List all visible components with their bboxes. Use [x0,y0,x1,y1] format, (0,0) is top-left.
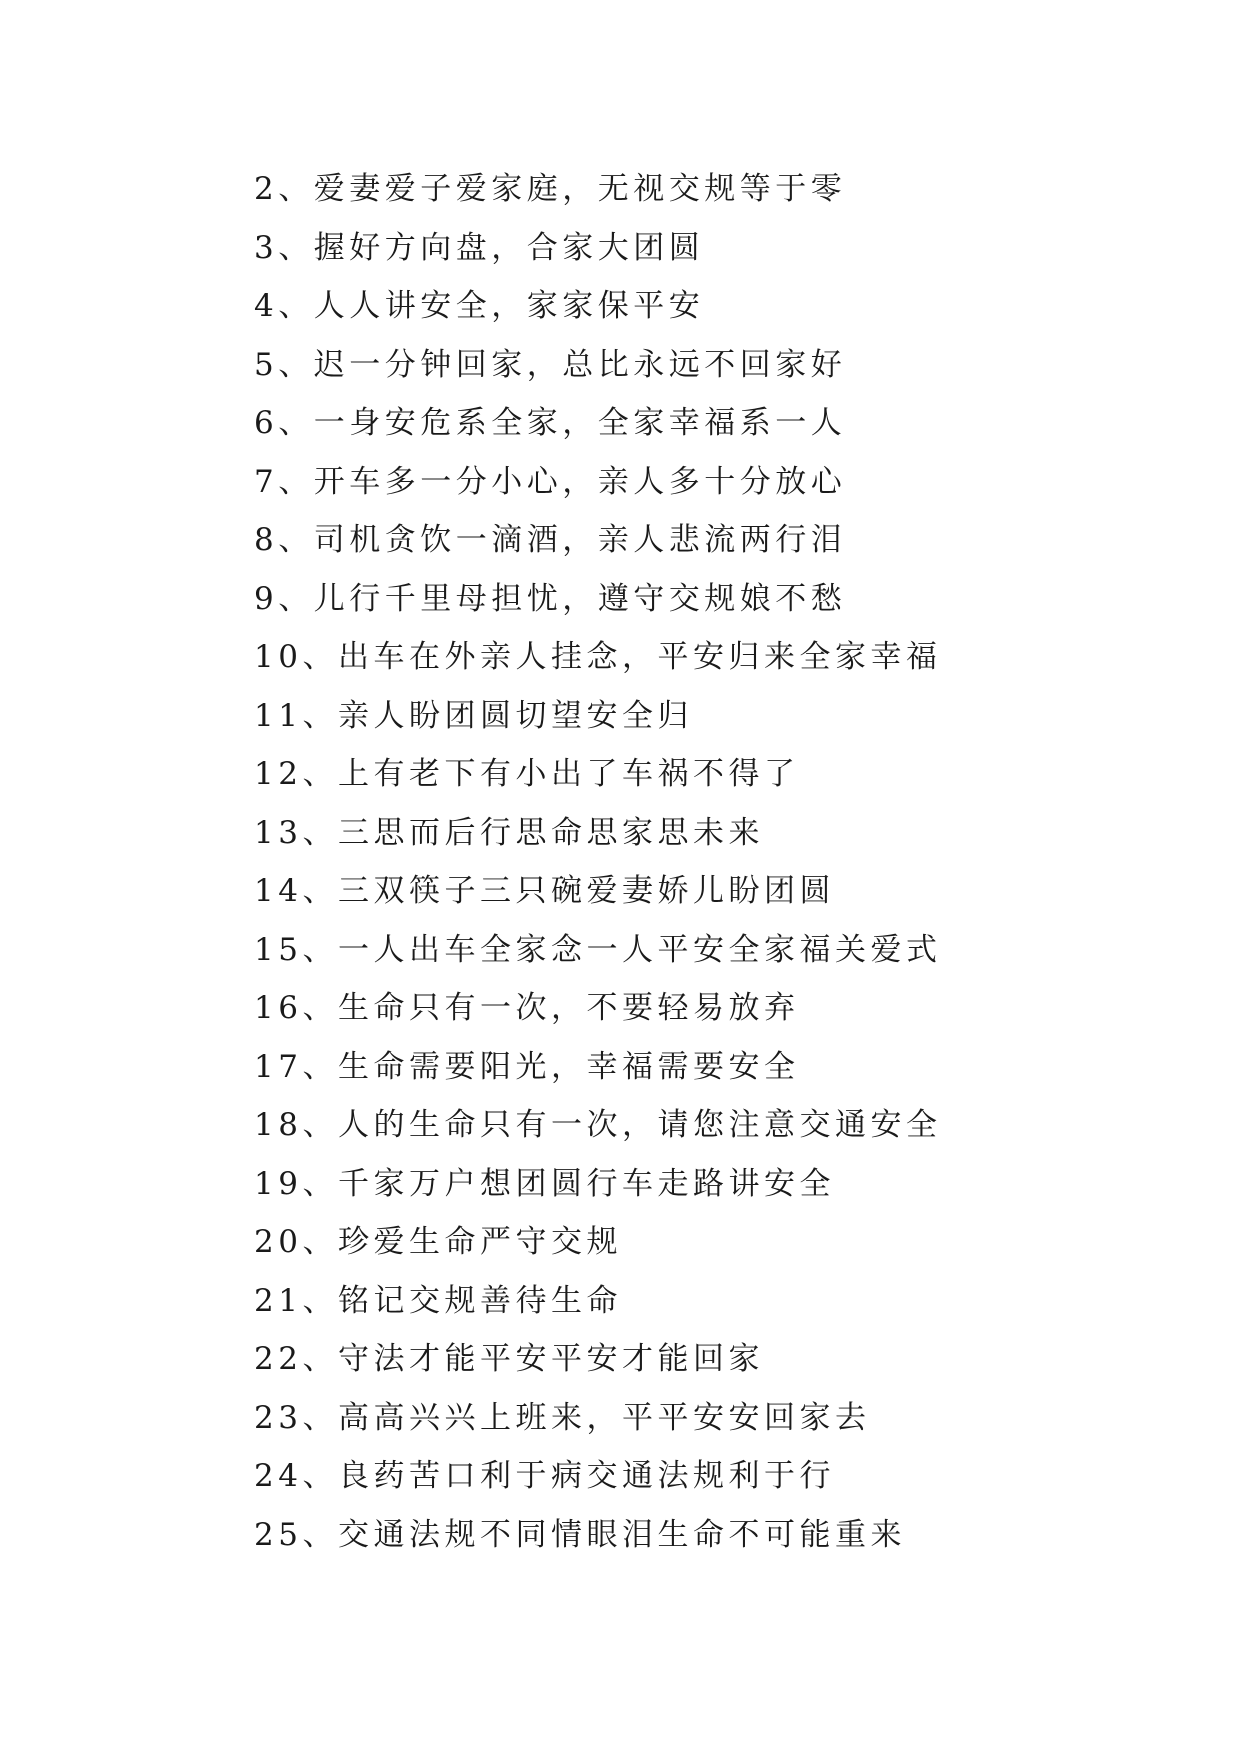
slogan-line: 12、上有老下有小出了车祸不得了 [254,756,800,792]
slogan-list [254,160,941,1564]
slogan-line: 7、开车多一分小心，亲人多十分放心 [254,463,847,500]
slogan-line: 3、握好方向盘，合家大团圆 [254,229,705,266]
slogan-line: 22、守法才能平安平安才能回家 [254,1341,764,1377]
slogan-line: 25、交通法规不同情眼泪生命不可能重来 [254,1516,906,1553]
slogan-line: 19、千家万户想团圆行车走路讲安全 [254,1165,835,1202]
slogan-line: 14、三双筷子三只碗爱妻娇儿盼团圆 [254,873,835,909]
slogan-line: 16、生命只有一次，不要轻易放弃 [254,990,800,1026]
slogan-line: 17、生命需要阳光，幸福需要安全 [254,1048,800,1085]
slogan-line: 9、儿行千里母担忧，遵守交规娘不愁 [254,580,847,617]
slogan-line: 11、亲人盼团圆切望安全归 [254,697,693,734]
slogan-line: 13、三思而后行思命思家思未来 [254,814,764,851]
slogan-line: 4、人人讲安全，家家保平安 [254,288,705,324]
slogan-line: 21、铭记交规善待生命 [254,1282,622,1319]
slogan-line: 20、珍爱生命严守交规 [254,1224,622,1260]
slogan-line: 5、迟一分钟回家，总比永远不回家好 [254,346,847,383]
slogan-line: 2、爱妻爱子爱家庭，无视交规等于零 [254,171,847,207]
slogan-line: 6、一身安危系全家，全家幸福系一人 [254,405,847,441]
slogan-line: 18、人的生命只有一次，请您注意交通安全 [254,1107,942,1143]
slogan-line: 15、一人出车全家念一人平安全家福关爱式 [254,931,942,968]
slogan-line: 23、高高兴兴上班来，平平安安回家去 [254,1399,871,1436]
slogan-line: 24、良药苦口利于病交通法规利于行 [254,1458,835,1494]
slogan-line: 10、出车在外亲人挂念，平安归来全家幸福 [254,639,942,675]
slogan-line: 8、司机贪饮一滴酒，亲人悲流两行泪 [254,522,847,558]
